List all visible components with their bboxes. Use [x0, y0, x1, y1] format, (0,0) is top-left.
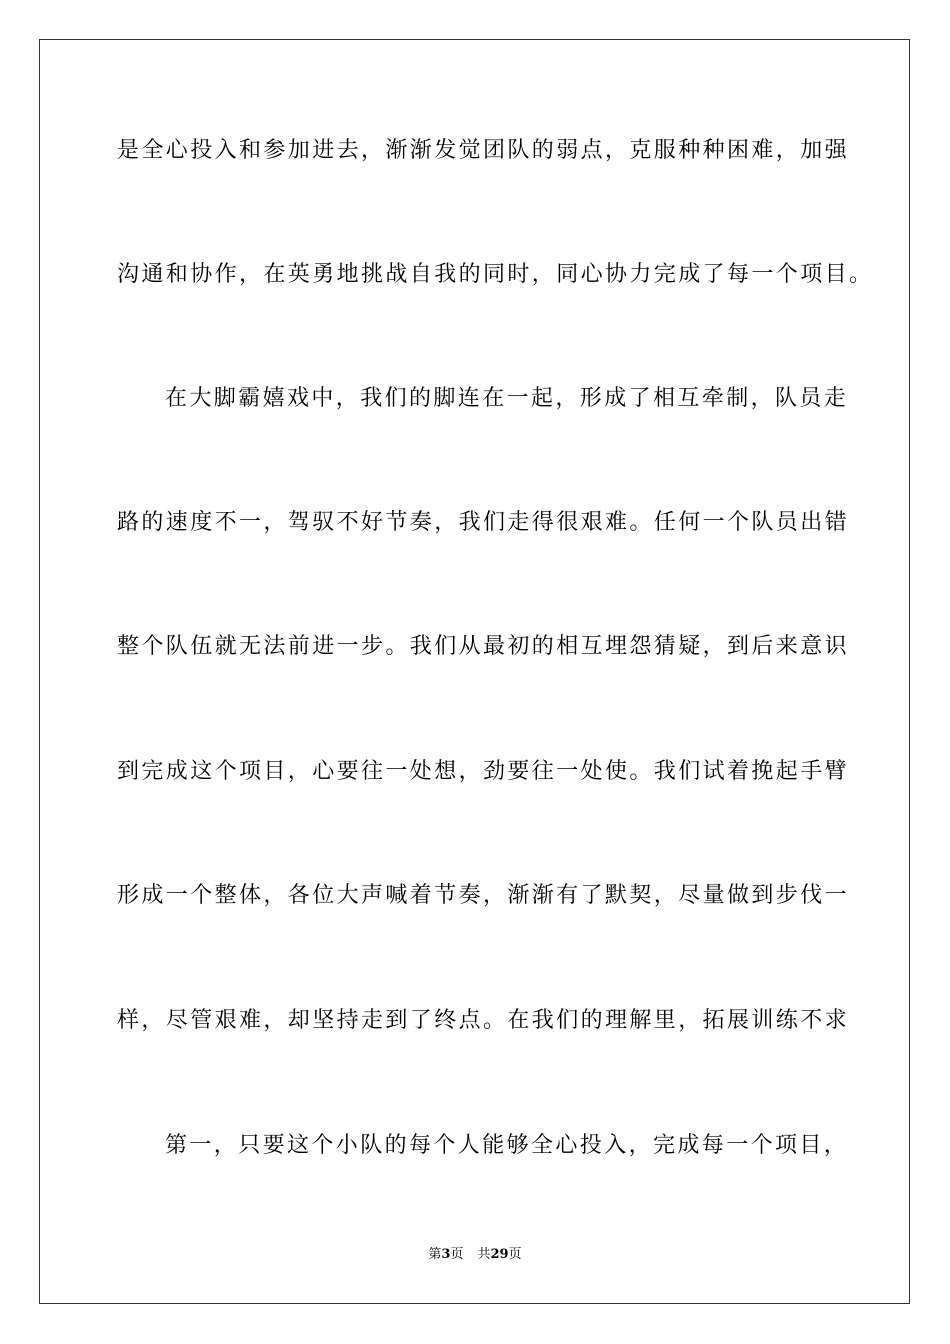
body-text-line-9: 第一，只要这个小队的每个人能够全心投入，完成每一个项目， — [165, 1133, 849, 1158]
body-text-line-4: 路的速度不一，驾驭不好节奏，我们走得很艰难。任何一个队员出错 — [117, 510, 850, 535]
page-suffix: 页 — [450, 1247, 464, 1262]
page-total-number: 29 — [490, 1247, 509, 1262]
total-suffix: 页 — [508, 1247, 522, 1262]
body-text-line-5: 整个队伍就无法前进一步。我们从最初的相互埋怨猜疑，到后来意识 — [117, 634, 850, 659]
body-text-line-6: 到完成这个项目，心要往一处想，劲要往一处使。我们试着挽起手臂 — [117, 759, 850, 784]
body-text-line-2: 沟通和协作，在英勇地挑战自我的同时，同心协力完成了每一个项目。 — [117, 262, 874, 287]
page-current-number: 3 — [441, 1247, 451, 1262]
page-border — [39, 39, 910, 1304]
page-footer — [0, 1246, 950, 1264]
total-prefix: 共 — [477, 1247, 491, 1262]
body-text-line-3: 在大脚霸嬉戏中，我们的脚连在一起，形成了相互牵制，队员走 — [165, 386, 849, 411]
body-text-line-1: 是全心投入和参加进去，渐渐发觉团队的弱点，克服种种困难，加强 — [117, 138, 850, 163]
page-prefix: 第 — [428, 1247, 442, 1262]
body-text-line-8: 样，尽管艰难，却坚持走到了终点。在我们的理解里，拓展训练不求 — [117, 1008, 850, 1033]
body-text-line-7: 形成一个整体，各位大声喊着节奏，渐渐有了默契，尽量做到步伐一 — [117, 883, 850, 908]
